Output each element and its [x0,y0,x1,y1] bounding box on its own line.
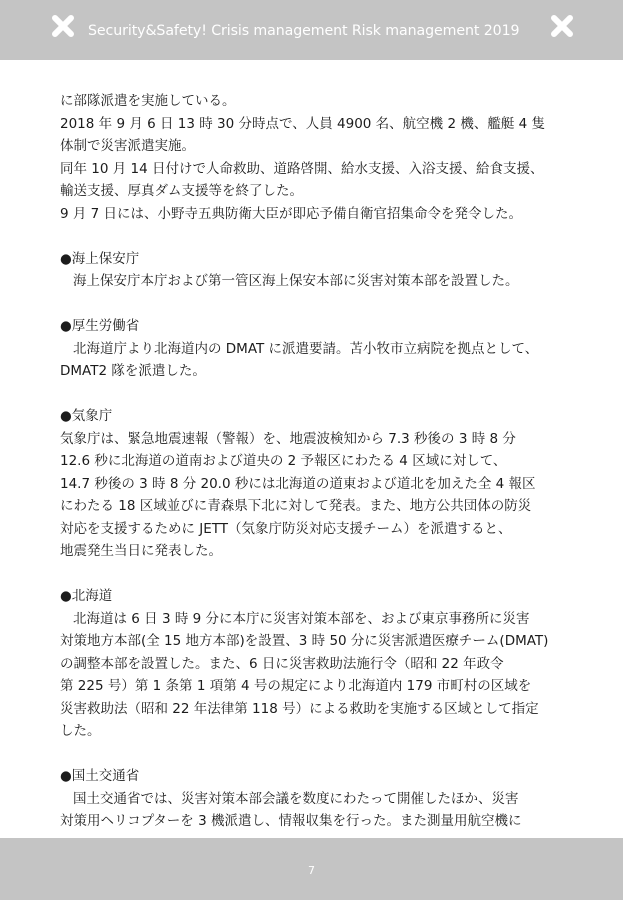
x-mark-icon [551,15,573,37]
body-line: 北海道庁より北海道内の DMAT に派遣要請。苫小牧市立病院を拠点として、 [73,340,539,357]
body-line: 9 月 7 日には、小野寺五典防衛大臣が即応予備自衛官招集命令を発令した。 [60,205,523,222]
body-line: にわたる 18 区域並びに青森県下北に対して発表。また、地方公共団体の防災 [60,498,532,514]
body-line: 国土交通省では、災害対策本部会議を数度にわたって開催したほか、災害 [73,790,519,807]
body-line: 第 225 号）第 1 条第 1 項第 4 号の規定により北海道内 179 市町村の区域を [60,678,532,694]
section-hokkaido [60,585,575,743]
body-line: 体制で災害派遣実施。 [60,138,195,154]
section-jma [60,405,575,563]
section-heading: ●国土交通省 [60,768,140,784]
section-heading: ●北海道 [60,588,113,604]
page-number: 7 [308,864,315,877]
section-coast-guard [60,248,575,293]
section-jsdf-continued [60,90,575,225]
body-line: 海上保安庁本庁および第一管区海上保安本部に災害対策本部を設置した。 [73,273,519,289]
header-title: Security&Safety! Crisis management Risk management 2019 [88,23,520,39]
body-line: 対応を支援するために JETT（気象庁防災対応支援チーム）を派遣すると、 [60,520,512,537]
body-line: 対策用ヘリコプターを 3 機派遣し、情報収集を行った。また測量用航空機に [60,813,522,829]
body-line: DMAT2 隊を派遣した。 [60,363,206,379]
body-line: 2018 年 9 月 6 日 13 時 30 分時点で、人員 4900 名、航空機 2 機、艦艇 4 隻 [60,115,546,132]
section-heading: ●海上保安庁 [60,250,140,267]
page-footer [0,838,623,900]
body-line: 気象庁は、緊急地震速報（警報）を、地震波検知から 7.3 秒後の 3 時 8 分 [60,430,516,447]
body-line: 12.6 秒に北海道の道南および道央の 2 予報区にわたる 4 区域に対して、 [60,453,507,469]
body-line: 14.7 秒後の 3 時 8 分 20.0 秒には北海道の道東および道北を加えた全 4 報区 [60,475,536,492]
body-line: 対策地方本部(全 15 地方本部)を設置、3 時 50 分に災害派遣医療チーム(DMAT) [60,633,549,649]
section-heading: ●厚生労働省 [60,318,140,334]
body-line: 北海道は 6 日 3 時 9 分に本庁に災害対策本部を、および東京事務所に災害 [73,610,530,627]
section-mhlw [60,315,575,383]
section-mlit [60,765,575,833]
body-line: した。 [60,723,101,739]
body-line: に部隊派遣を実施している。 [60,93,236,109]
section-heading: ●気象庁 [60,408,113,424]
body-line: の調整本部を設置した。また、6 日に災害救助法施行令（昭和 22 年政令 [60,655,504,672]
page-header [0,0,623,60]
x-mark-icon [52,15,74,37]
body-line: 災害救助法（昭和 22 年法律第 118 号）による救助を実施する区域として指定 [60,700,539,717]
body-line: 輸送支援、厚真ダム支援等を終了した。 [60,183,303,199]
body-line: 同年 10 月 14 日付けで人命救助、道路啓開、給水支援、入浴支援、給食支援、 [60,160,544,177]
page-body [60,90,575,833]
body-line: 地震発生当日に発表した。 [60,543,222,559]
